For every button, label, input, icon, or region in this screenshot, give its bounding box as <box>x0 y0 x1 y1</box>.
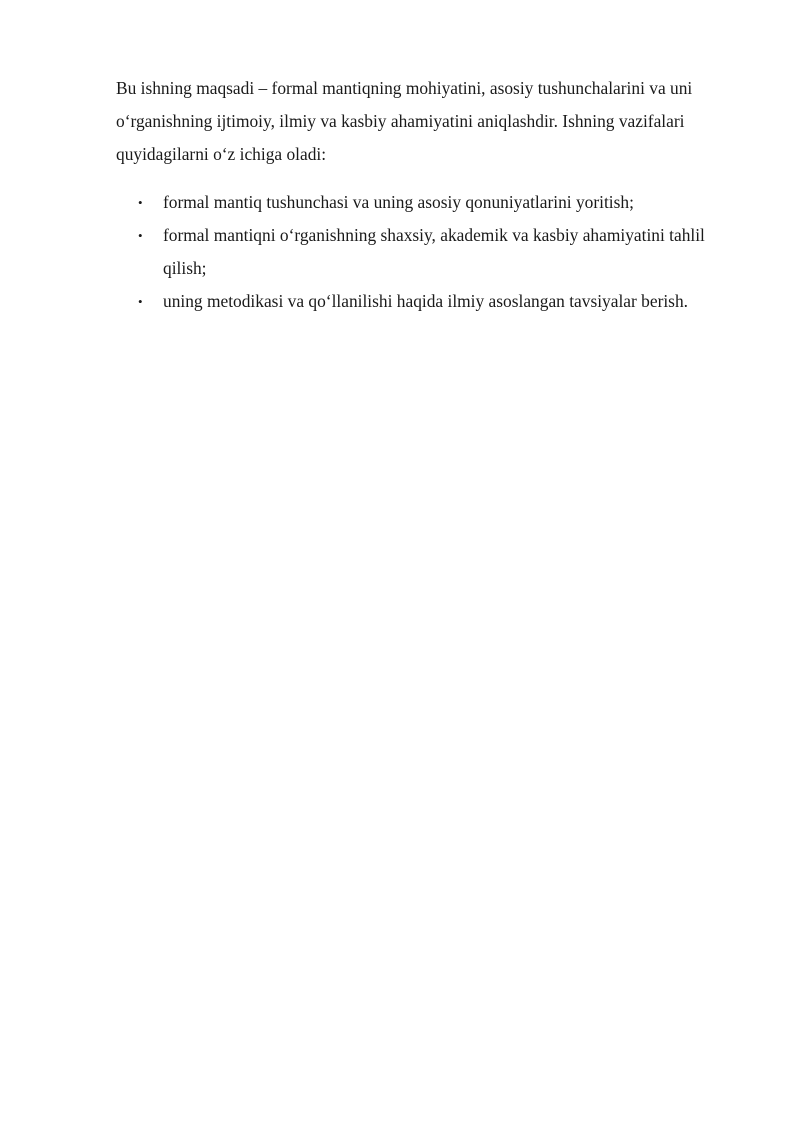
list-item-text: formal mantiqni o‘rganishning shaxsiy, akademik va kasbiy ahamiyatini tahlil qilish; <box>163 225 705 278</box>
list-item-text: formal mantiq tushunchasi va uning asosiy qonuniyatlarini yoritish; <box>163 192 634 212</box>
task-list <box>116 186 744 318</box>
list-item <box>116 186 744 219</box>
bullet-icon: • <box>138 195 143 210</box>
list-item <box>116 219 744 285</box>
bullet-icon: • <box>138 228 143 243</box>
intro-paragraph: Bu ishning maqsadi – formal mantiqning mohiyatini, asosiy tushunchalarini va uni o‘rganishning ijtimoiy, ilmiy va kasbiy ahamiyatini aniqlashdir. Ishning vazifalari quyidagilarni o‘z ichiga oladi: <box>116 78 693 164</box>
bullet-icon: • <box>138 294 143 309</box>
list-item-text: uning metodikasi va qo‘llanilishi haqida ilmiy asoslangan tavsiyalar berish. <box>163 291 688 311</box>
list-item <box>116 285 744 318</box>
page-content <box>116 72 744 318</box>
